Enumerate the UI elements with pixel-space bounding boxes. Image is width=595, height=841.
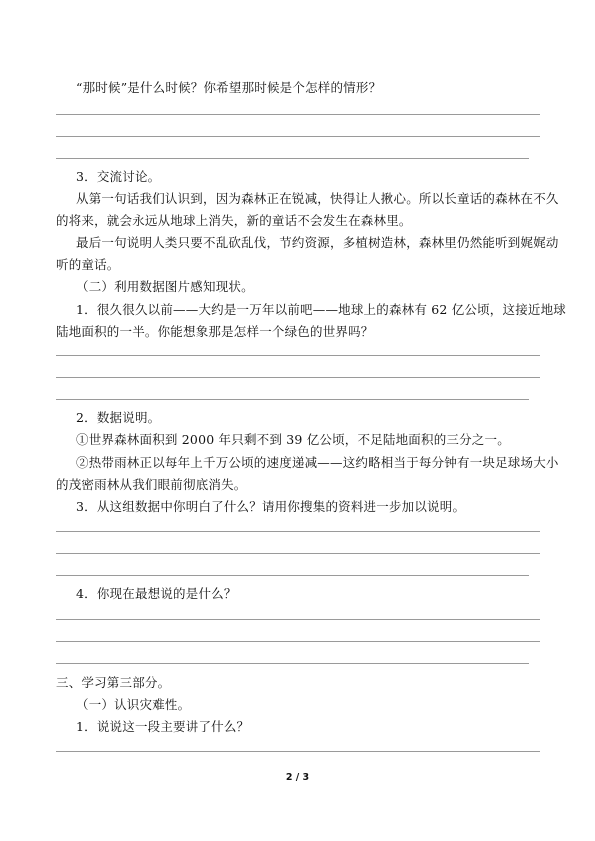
- answer-line[interactable]: [56, 399, 529, 400]
- paragraph-line: 最后一句说明人类只要不乱砍乱伐，节约资源，多植树造林，森林里仍然能听到娓娓动: [76, 235, 559, 250]
- part-3-title: 三、学习第三部分。: [56, 675, 171, 690]
- answer-line[interactable]: [56, 751, 540, 752]
- answer-line[interactable]: [56, 377, 540, 378]
- data-item-1: ①世界森林面积到 2000 年只剩不到 39 亿公顷，不足陆地面积的三分之一。: [76, 432, 510, 447]
- question-1: 1．很久很久以前——大约是一万年以前吧——地球上的森林有 62 亿公顷，这接近地球: [76, 302, 567, 317]
- question-3: 3．从这组数据中你明白了什么？请用你搜集的资料进一步加以说明。: [76, 499, 466, 514]
- page-number: 2 / 3: [285, 772, 310, 783]
- paragraph-line: 的将来，就会永远从地球上消失，新的童话不会发生在森林里。: [56, 213, 412, 228]
- answer-line[interactable]: [56, 641, 540, 642]
- section-3-title: 3．交流讨论。: [76, 169, 161, 184]
- question-4: 4．你现在最想说的是什么？: [76, 586, 237, 601]
- question-1-cont: 陆地面积的一半。你能想象那是怎样一个绿色的世界吗？: [56, 324, 374, 339]
- part-3-question-1: 1．说说这一段主要讲了什么？: [76, 719, 250, 734]
- part-3-subheading: （一）认识灾难性。: [76, 697, 191, 712]
- answer-line[interactable]: [56, 575, 529, 576]
- question-2-title: 2．数据说明。: [76, 410, 161, 425]
- part-2-heading: （二）利用数据图片感知现状。: [76, 279, 254, 294]
- answer-line[interactable]: [56, 663, 529, 664]
- answer-line[interactable]: [56, 355, 540, 356]
- paragraph-line: 从第一句话我们认识到，因为森林正在锐减，快得让人揪心。所以长童话的森林在不久: [76, 191, 559, 206]
- paragraph-line: 听的童话。: [56, 257, 120, 272]
- answer-line[interactable]: [56, 553, 540, 554]
- answer-line[interactable]: [56, 531, 540, 532]
- question-then: “那时候”是什么时候？你希望那时候是个怎样的情形？: [76, 80, 382, 95]
- answer-line[interactable]: [56, 158, 529, 159]
- answer-line[interactable]: [56, 136, 540, 137]
- answer-line[interactable]: [56, 114, 540, 115]
- data-item-2-cont: 的茂密雨林从我们眼前彻底消失。: [56, 477, 247, 492]
- data-item-2: ②热带雨林正以每年上千万公顷的速度递减——这约略相当于每分钟有一块足球场大小: [76, 455, 559, 470]
- answer-line[interactable]: [56, 619, 540, 620]
